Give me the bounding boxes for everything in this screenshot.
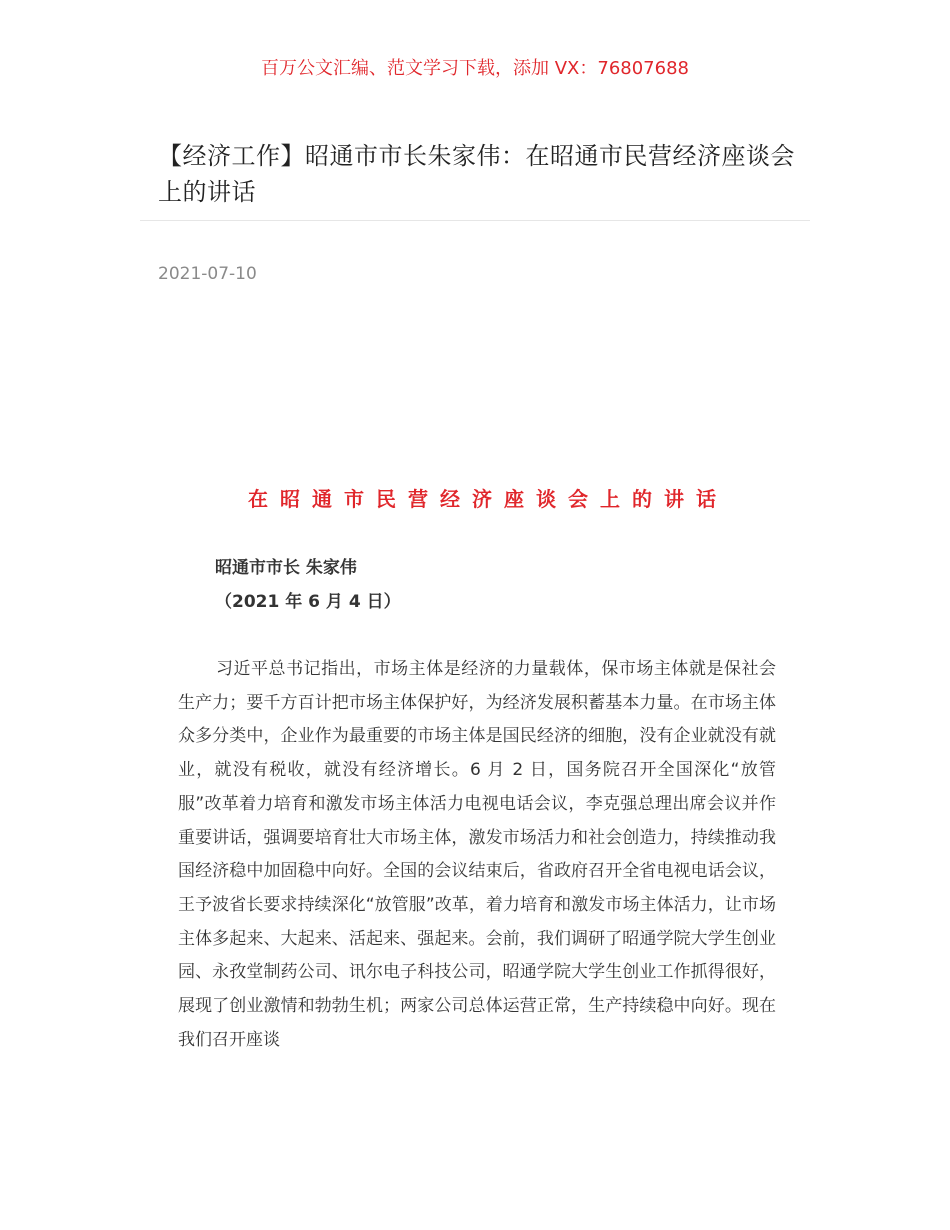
publish-date: 2021-07-10 bbox=[158, 264, 257, 284]
speech-heading: 在昭通市民营经济座谈会上的讲话 bbox=[248, 487, 728, 511]
body-paragraph: 习近平总书记指出，市场主体是经济的力量载体，保市场主体就是保社会生产力；要千方百计把市场主体保护好，为经济发展积蓄基本力量。在市场主体众多分类中，企业作为最重要的市场主体是国民经济的细胞，没有企业就没有就业，就没有税收，就没有经济增长。6 月 2 日，国务院召开全国深化“放管服”改革着力培育和激发市场主体活力电视电话会议，李克强总理出席会议并作重要讲话，强调要培育壮大市场主体，激发市场活力和社会创造力，持续推动我国经济稳中加固稳中向好。全国的会议结束后，省政府召开全省电视电话会议，王予波省长要求持续深化“放管服”改革，着力培育和激发市场主体活力，让市场主体多起来、大起来、活起来、强起来。会前，我们调研了昭通学院大学生创业园、永孜堂制药公司、讯尔电子科技公司，昭通学院大学生创业工作抓得很好，展现了创业激情和勃勃生机；两家公司总体运营正常，生产持续稳中向好。现在我们召开座谈 bbox=[178, 659, 776, 1050]
article-title: 【经济工作】昭通市市长朱家伟：在昭通市民营经济座谈会上的讲话 bbox=[158, 142, 795, 206]
promo-banner: 百万公文汇编、范文学习下载，添加 VX：76807688 bbox=[261, 58, 689, 79]
speech-date: （2021 年 6 月 4 日） bbox=[215, 592, 401, 612]
speech-author: 昭通市市长 朱家伟 bbox=[215, 558, 357, 578]
title-divider bbox=[140, 220, 810, 221]
